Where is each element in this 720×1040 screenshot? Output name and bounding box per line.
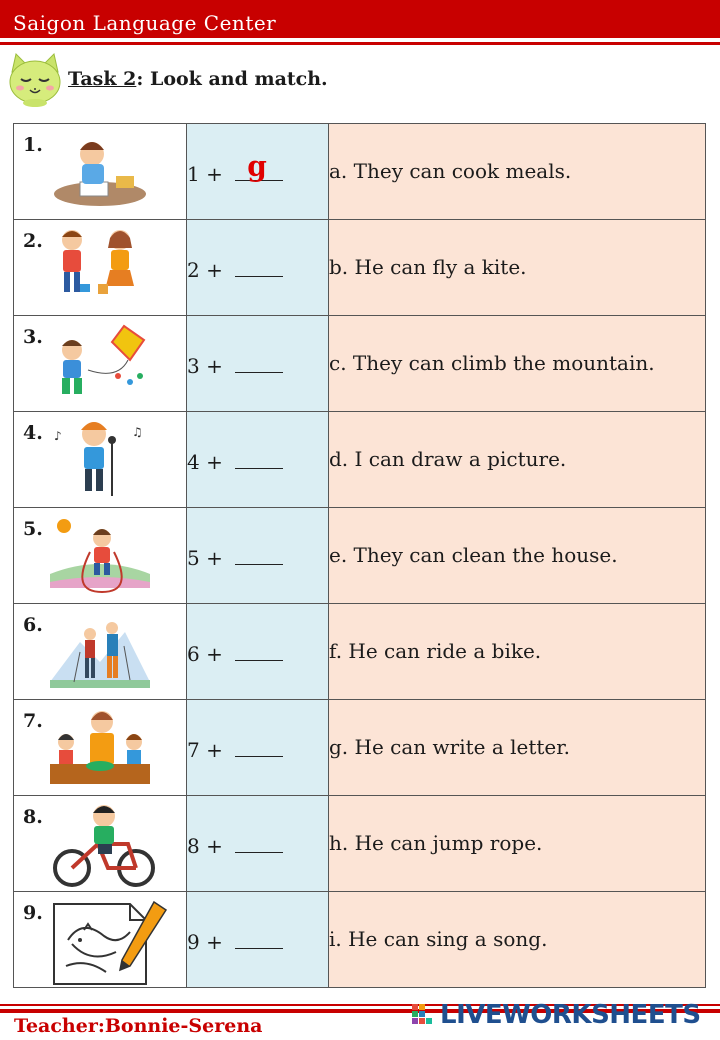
table-row bbox=[14, 220, 706, 316]
center-title: Saigon Language Center bbox=[13, 11, 277, 35]
answer-cell bbox=[187, 316, 329, 412]
answer-prefix: 1 + bbox=[187, 161, 223, 186]
answer-blank[interactable] bbox=[235, 926, 283, 949]
answer-blank[interactable] bbox=[235, 350, 283, 373]
picture-cell bbox=[14, 412, 187, 508]
picture-cell bbox=[14, 220, 187, 316]
option-text: h. He can jump rope. bbox=[329, 831, 543, 855]
cat-mascot-icon bbox=[6, 52, 64, 112]
answer-blank[interactable] bbox=[235, 446, 283, 469]
option-cell bbox=[329, 316, 706, 412]
header-bar bbox=[0, 0, 720, 38]
answer-cell bbox=[187, 124, 329, 220]
item-number: 6. bbox=[23, 614, 43, 636]
answer-blank[interactable] bbox=[235, 734, 283, 757]
item-number: 3. bbox=[23, 326, 43, 348]
task-title bbox=[68, 68, 328, 90]
picture-cell bbox=[14, 316, 187, 412]
answer-cell bbox=[187, 796, 329, 892]
task-instruction: : Look and match. bbox=[136, 68, 328, 90]
answer-filled: g bbox=[247, 149, 267, 183]
table-row bbox=[14, 124, 706, 220]
matching-table bbox=[13, 123, 706, 988]
item-number: 1. bbox=[23, 134, 43, 156]
answer-cell bbox=[187, 220, 329, 316]
answer-blank[interactable] bbox=[235, 149, 283, 183]
brand-text: LIVEWORKSHEETS bbox=[440, 1000, 701, 1030]
picture-cell bbox=[14, 796, 187, 892]
item-number: 5. bbox=[23, 518, 43, 540]
answer-blank[interactable] bbox=[235, 254, 283, 277]
item-number: 9. bbox=[23, 902, 43, 924]
answer-cell bbox=[187, 604, 329, 700]
answer-cell bbox=[187, 508, 329, 604]
answer-cell bbox=[187, 700, 329, 796]
option-text: a. They can cook meals. bbox=[329, 159, 572, 183]
answer-blank[interactable] bbox=[235, 542, 283, 565]
item-number: 8. bbox=[23, 806, 43, 828]
option-text: i. He can sing a song. bbox=[329, 927, 548, 951]
answer-blank[interactable] bbox=[235, 638, 283, 661]
option-text: g. He can write a letter. bbox=[329, 735, 570, 759]
table-row bbox=[14, 700, 706, 796]
table-row bbox=[14, 604, 706, 700]
header-divider bbox=[0, 42, 720, 45]
answer-prefix: 4 + bbox=[187, 449, 223, 474]
svg-text:♫: ♫ bbox=[132, 425, 143, 439]
item-number: 2. bbox=[23, 230, 43, 252]
answer-cell bbox=[187, 412, 329, 508]
table-row bbox=[14, 892, 706, 988]
option-cell bbox=[329, 220, 706, 316]
answer-prefix: 2 + bbox=[187, 257, 223, 282]
option-cell bbox=[329, 412, 706, 508]
option-text: d. I can draw a picture. bbox=[329, 447, 567, 471]
option-text: b. He can fly a kite. bbox=[329, 255, 527, 279]
option-cell bbox=[329, 124, 706, 220]
picture-cell bbox=[14, 604, 187, 700]
answer-blank[interactable] bbox=[235, 830, 283, 853]
answer-prefix: 7 + bbox=[187, 737, 223, 762]
table-row bbox=[14, 508, 706, 604]
option-text: f. He can ride a bike. bbox=[329, 639, 542, 663]
table-row bbox=[14, 412, 706, 508]
picture-cell bbox=[14, 892, 187, 988]
answer-prefix: 9 + bbox=[187, 929, 223, 954]
option-cell bbox=[329, 892, 706, 988]
picture-cell bbox=[14, 124, 187, 220]
teacher-credit: Teacher:Bonnie-Serena bbox=[14, 1015, 263, 1037]
option-text: e. They can clean the house. bbox=[329, 543, 618, 567]
item-number: 7. bbox=[23, 710, 43, 732]
answer-prefix: 5 + bbox=[187, 545, 223, 570]
picture-cell bbox=[14, 508, 187, 604]
table-row bbox=[14, 796, 706, 892]
option-cell bbox=[329, 796, 706, 892]
answer-prefix: 3 + bbox=[187, 353, 223, 378]
answer-cell bbox=[187, 892, 329, 988]
option-text: c. They can climb the mountain. bbox=[329, 351, 655, 375]
picture-cell bbox=[14, 700, 187, 796]
liveworksheets-live-icon bbox=[412, 1004, 440, 1032]
task-heading bbox=[6, 52, 706, 112]
option-cell bbox=[329, 604, 706, 700]
answer-prefix: 6 + bbox=[187, 641, 223, 666]
svg-text:♪: ♪ bbox=[54, 429, 62, 443]
item-number: 4. bbox=[23, 422, 43, 444]
task-label: Task 2 bbox=[68, 68, 137, 90]
liveworksheets-logo bbox=[412, 1000, 712, 1032]
option-cell bbox=[329, 700, 706, 796]
table-row bbox=[14, 316, 706, 412]
option-cell bbox=[329, 508, 706, 604]
answer-prefix: 8 + bbox=[187, 833, 223, 858]
